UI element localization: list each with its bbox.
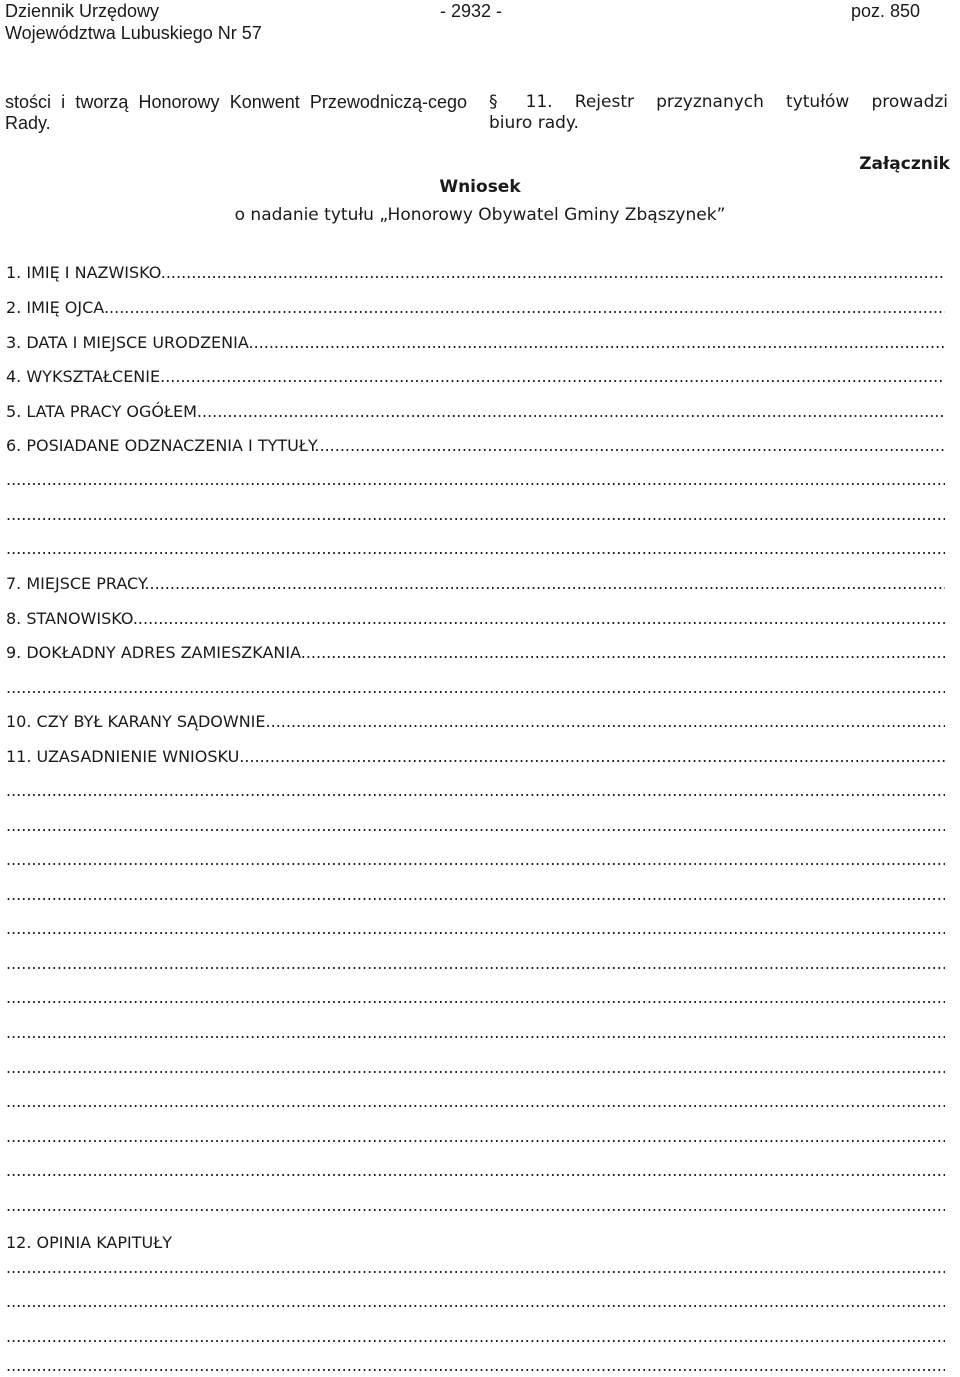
field-justification-line[interactable] xyxy=(6,1057,945,1079)
field-name[interactable] xyxy=(6,262,945,284)
field-birth-date-place-label: 3. DATA I MIEJSCE URODZENIA xyxy=(6,333,249,352)
rule-11-line-2: biuro rady. xyxy=(489,113,579,133)
field-awards[interactable] xyxy=(6,435,945,457)
form-title: Wniosek xyxy=(439,177,521,197)
paragraph-sign: § xyxy=(489,92,498,112)
field-address-label: 9. DOKŁADNY ADRES ZAMIESZKANIA xyxy=(6,643,301,662)
field-workplace-label: 7. MIEJSCE PRACY xyxy=(6,574,145,593)
field-awards-line[interactable] xyxy=(6,538,945,560)
form-subtitle: o nadanie tytułu „Honorowy Obywatel Gminy Zbąszynek” xyxy=(234,205,726,225)
right-column-text xyxy=(489,92,948,134)
field-position[interactable] xyxy=(6,608,945,630)
field-address-line[interactable] xyxy=(6,677,945,699)
field-justification-line[interactable] xyxy=(6,1126,945,1148)
left-column-text: stości i tworzą Honorowy Konwent Przewodniczą-cego Rady. xyxy=(5,92,467,133)
journal-title: Dziennik Urzędowy xyxy=(5,1,160,21)
rule-11-line-1 xyxy=(489,92,948,113)
field-justification-line[interactable] xyxy=(6,918,945,940)
field-chapter-opinion-line[interactable] xyxy=(6,1355,945,1377)
attachment-label: Załącznik xyxy=(859,154,950,174)
field-chapter-opinion-line[interactable] xyxy=(6,1257,945,1279)
field-justification-line[interactable] xyxy=(6,1091,945,1113)
journal-subtitle: Województwa Lubuskiego Nr 57 xyxy=(5,23,262,43)
field-workplace[interactable] xyxy=(6,573,945,595)
field-justification-line[interactable] xyxy=(6,1160,945,1182)
field-education-label: 4. WYKSZTAŁCENIE xyxy=(6,367,161,386)
field-justification-line[interactable] xyxy=(6,987,945,1009)
field-father-name[interactable] xyxy=(6,297,945,319)
field-criminal-record-label: 10. CZY BYŁ KARANY SĄDOWNIE xyxy=(6,712,266,731)
field-education[interactable] xyxy=(6,366,945,388)
rule-11-text: 11. Rejestr przyznanych tytułów prowadzi xyxy=(525,92,949,112)
field-justification-line[interactable] xyxy=(6,1022,945,1044)
field-father-name-label: 2. IMIĘ OJCA xyxy=(6,298,104,317)
field-justification-line[interactable] xyxy=(6,849,945,871)
field-justification-line[interactable] xyxy=(6,815,945,837)
field-awards-line[interactable] xyxy=(6,469,945,491)
position-number: poz. 850 xyxy=(850,1,920,21)
field-justification-label: 11. UZASADNIENIE WNIOSKU xyxy=(6,747,240,766)
field-years-of-work[interactable] xyxy=(6,401,945,423)
field-chapter-opinion-line[interactable] xyxy=(6,1291,945,1313)
field-position-label: 8. STANOWISKO xyxy=(6,609,133,628)
field-years-of-work-label: 5. LATA PRACY OGÓŁEM xyxy=(6,402,197,421)
field-name-label: 1. IMIĘ I NAZWISKO xyxy=(6,263,161,282)
field-justification-line[interactable] xyxy=(6,884,945,906)
field-justification-line[interactable] xyxy=(6,780,945,802)
field-address[interactable] xyxy=(6,642,945,664)
field-awards-line[interactable] xyxy=(6,504,945,526)
page-number: - 2932 - xyxy=(440,1,503,21)
field-chapter-opinion-label: 12. OPINIA KAPITUŁY xyxy=(6,1233,172,1252)
field-justification-line[interactable] xyxy=(6,953,945,975)
field-chapter-opinion-line[interactable] xyxy=(6,1326,945,1348)
field-justification[interactable] xyxy=(6,746,945,768)
field-awards-label: 6. POSIADANE ODZNACZENIA I TYTUŁY xyxy=(6,436,315,455)
field-birth-date-place[interactable] xyxy=(6,332,945,354)
field-justification-line[interactable] xyxy=(6,1195,945,1217)
field-criminal-record[interactable] xyxy=(6,711,945,733)
